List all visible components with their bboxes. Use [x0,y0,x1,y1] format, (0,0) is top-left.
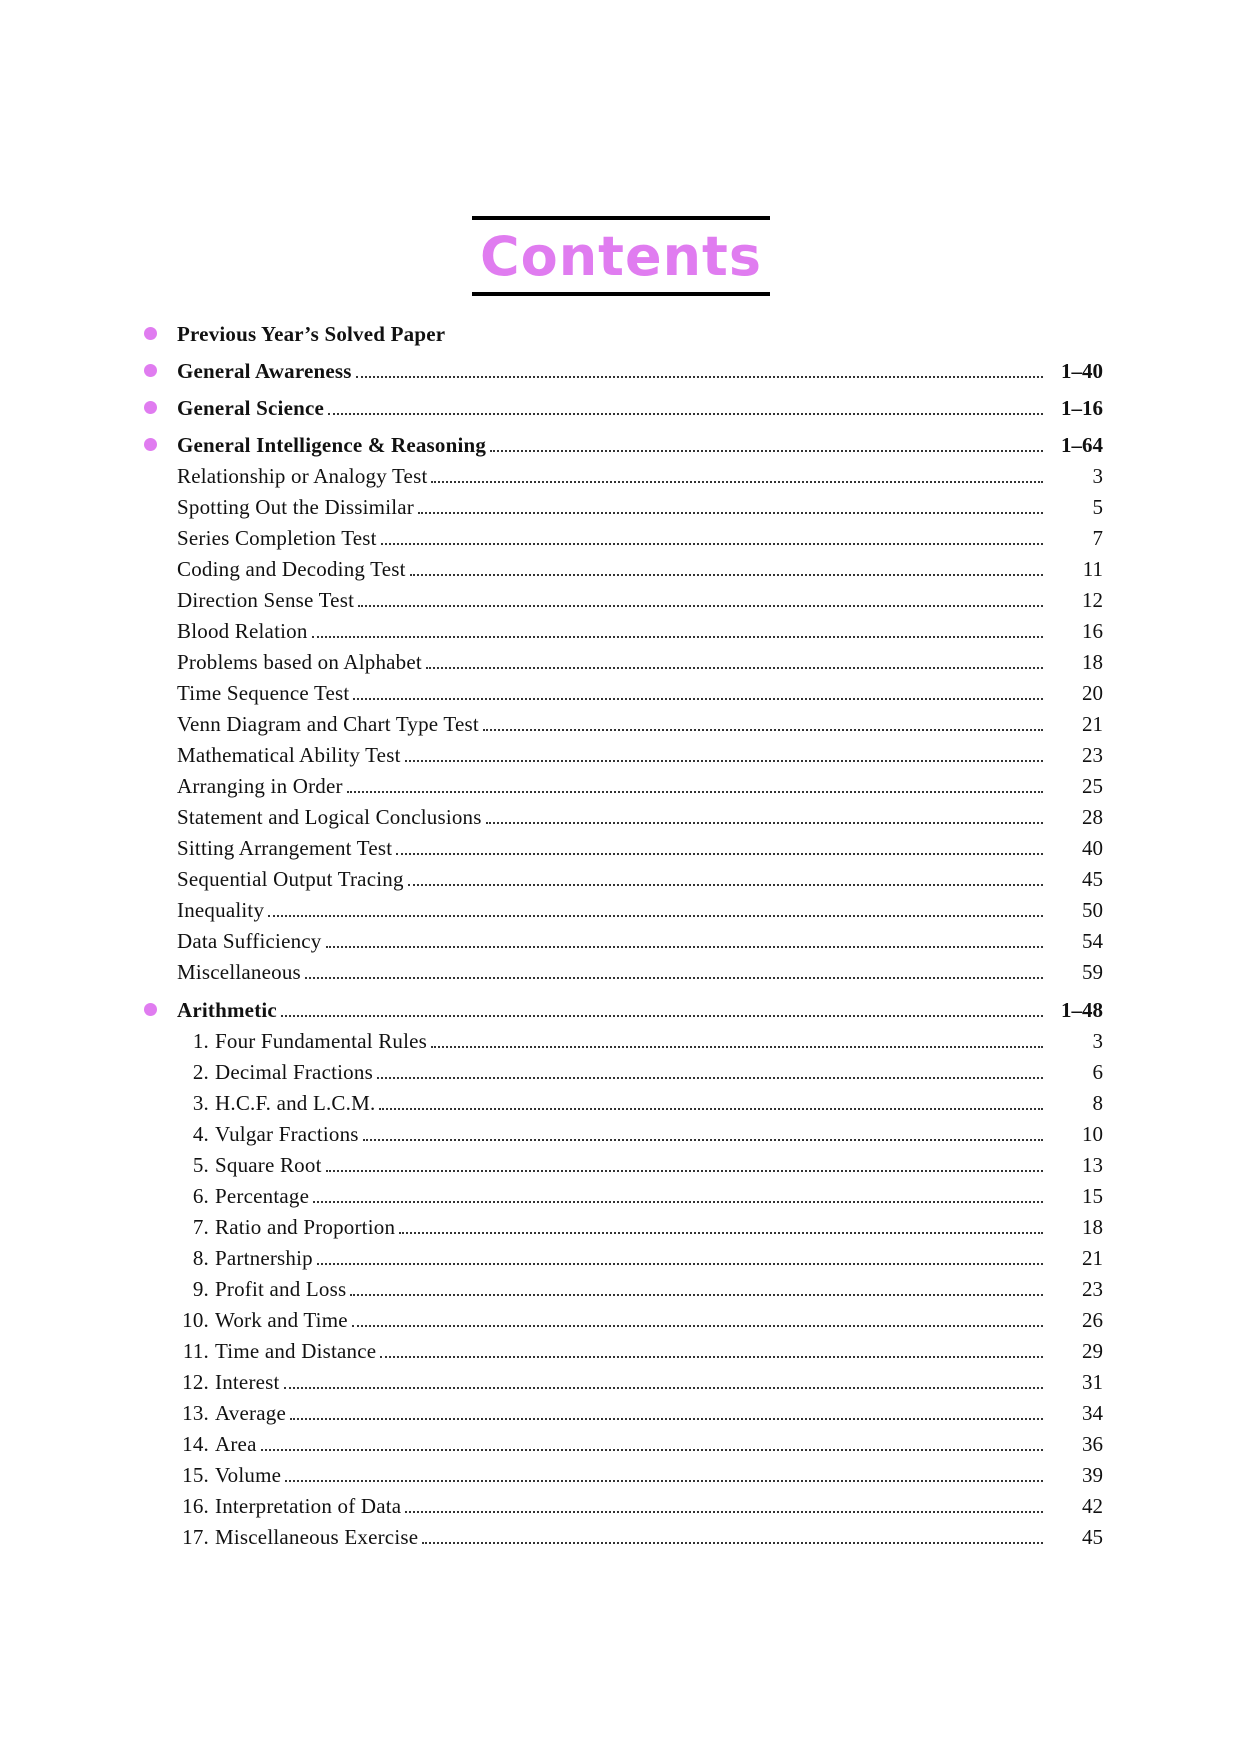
entry-number: 10. [182,1308,209,1332]
dot-leader [353,698,1043,700]
entry-label: Percentage [215,1184,310,1208]
toc-label-line [177,1118,1043,1148]
toc-label-line [177,1335,1043,1365]
page-number: 59 [1082,960,1103,984]
entry-title: Statement and Logical Conclusions [177,805,482,829]
toc-entry-row [0,1304,1240,1334]
page-number: 3 [1092,1029,1103,1053]
entry-title [177,1399,290,1427]
toc-entry-row [0,832,1240,862]
toc-entry-row [0,739,1240,769]
toc-label-line [177,646,1043,676]
entry-number: 1. [192,1029,209,1053]
entry-number: 3. [192,1091,209,1115]
page-number: 54 [1082,929,1103,953]
entry-number: 14. [182,1432,209,1456]
toc-entry-row [0,956,1240,986]
page-number: 1–64 [1061,433,1103,457]
entry-label: Four Fundamental Rules [215,1029,428,1053]
entry-title [177,1337,380,1365]
dot-leader [396,853,1043,855]
entry-label: Partnership [215,1246,313,1270]
section-title: General Science [177,396,325,420]
page-number: 18 [1082,650,1103,674]
dot-leader [350,1294,1043,1296]
toc-label-line [177,1211,1043,1241]
entry-number: 11. [182,1339,209,1363]
entry-title [177,1306,352,1334]
entry-label: H.C.F. and L.C.M. [215,1091,376,1115]
toc-label-line [177,1242,1043,1272]
entry-title: Direction Sense Test [177,588,355,612]
dot-leader [483,729,1043,731]
entry-title [177,1182,313,1210]
dot-leader [317,1263,1043,1265]
toc-entry-row [0,460,1240,490]
toc-label-line [177,522,1043,552]
entry-title [177,1461,285,1489]
toc-label-line [177,1273,1043,1303]
dot-leader [290,1418,1043,1420]
bullet-dot-icon [144,401,157,414]
toc-entry-row [0,646,1240,676]
toc-label-line [177,832,1043,862]
dot-leader [352,1325,1043,1327]
entry-label: Work and Time [215,1308,348,1332]
entry-title: Problems based on Alphabet [177,650,422,674]
entry-label: Vulgar Fractions [215,1122,359,1146]
section-title: General Awareness [177,359,352,383]
entry-number: 13. [182,1401,209,1425]
toc-label-line [177,460,1043,490]
page-number: 40 [1082,836,1103,860]
entry-title [177,1151,326,1179]
entry-title: Data Sufficiency [177,929,322,953]
entry-label: Miscellaneous Exercise [215,1525,419,1549]
entry-number: 8. [192,1246,209,1270]
dot-leader [431,481,1043,483]
entry-label: Area [215,1432,257,1456]
page-number: 45 [1082,867,1103,891]
entry-title [177,1058,377,1086]
entry-title [177,1368,284,1396]
section-title: General Intelligence & Reasoning [177,433,487,457]
toc-entry-row [0,1459,1240,1489]
dot-leader [431,1046,1043,1048]
toc-label-line [177,801,1043,831]
page-number: 10 [1082,1122,1103,1146]
page-number: 6 [1092,1060,1103,1084]
page-number: 1–48 [1061,998,1103,1022]
dot-leader [326,946,1043,948]
dot-leader [380,1356,1043,1358]
dot-leader [426,667,1043,669]
toc-label-line [177,1087,1043,1117]
entry-title: Time Sequence Test [177,681,350,705]
toc-label-line [177,1304,1043,1334]
toc-label-line [177,584,1043,614]
toc-entry-row [0,1149,1240,1179]
page-number: 1–16 [1061,396,1103,420]
toc-entry-row [0,1211,1240,1241]
toc-section-row [0,429,1240,459]
entry-title: Inequality [177,898,265,922]
page-number: 18 [1082,1215,1103,1239]
page-number: 7 [1092,526,1103,550]
entry-title [177,1089,379,1117]
toc-entry-row [0,491,1240,521]
dot-leader [490,450,1043,452]
toc-section-row [0,355,1240,385]
toc-entry-row [0,615,1240,645]
entry-label: Average [215,1401,286,1425]
page-number: 15 [1082,1184,1103,1208]
page-number: 34 [1082,1401,1103,1425]
toc-entry-row [0,1025,1240,1055]
toc-label-line [177,770,1043,800]
entry-title: Sitting Arrangement Test [177,836,393,860]
entry-number: 5. [192,1153,209,1177]
page-number: 11 [1082,557,1103,581]
entry-title [177,1120,363,1148]
entry-title: Sequential Output Tracing [177,867,404,891]
entry-label: Interest [215,1370,280,1394]
entry-label: Time and Distance [215,1339,377,1363]
entry-number: 4. [192,1122,209,1146]
toc-entry-row [0,863,1240,893]
toc-label-line [177,429,1043,459]
toc-label-line [177,863,1043,893]
toc-entry-row [0,1087,1240,1117]
entry-title: Blood Relation [177,619,308,643]
toc-label-line [177,491,1043,521]
page-number: 21 [1082,712,1103,736]
page-number: 39 [1082,1463,1103,1487]
dot-leader [405,760,1043,762]
toc-label-line [177,553,1043,583]
dot-leader [268,915,1043,917]
entry-number: 2. [192,1060,209,1084]
page-number: 45 [1082,1525,1103,1549]
toc-label-line [177,1490,1043,1520]
page-number: 42 [1082,1494,1103,1518]
dot-leader [399,1232,1043,1234]
entry-title [177,1027,431,1055]
entry-title: Miscellaneous [177,960,301,984]
page-number: 21 [1082,1246,1103,1270]
page-number: 28 [1082,805,1103,829]
toc-label-line [177,925,1043,955]
page-number: 8 [1092,1091,1103,1115]
toc-entry-row [0,1428,1240,1458]
toc-entry-row [0,1366,1240,1396]
entry-title [177,1244,317,1272]
toc-entry-row [0,677,1240,707]
dot-leader [285,1480,1043,1482]
toc-section-row [0,994,1240,1024]
entry-title [177,1492,405,1520]
dot-leader [381,543,1043,545]
toc-label-line [177,1428,1043,1458]
toc-label-line [177,1521,1043,1551]
toc-label-line [177,392,1043,422]
entry-label: Square Root [215,1153,322,1177]
dot-leader [418,512,1043,514]
toc-entry-row [0,522,1240,552]
page-number: 36 [1082,1432,1103,1456]
toc-entry-row [0,1490,1240,1520]
entry-title: Spotting Out the Dissimilar [177,495,414,519]
section-title: Previous Year’s Solved Paper [177,322,446,346]
entry-title: Arranging in Order [177,774,343,798]
toc-label-line [177,894,1043,924]
dot-leader [486,822,1043,824]
toc-label-line [177,956,1043,986]
toc-entry-row [0,1242,1240,1272]
page-number: 29 [1082,1339,1103,1363]
toc-label-line [177,355,1043,385]
contents-title-box [472,216,770,296]
entry-title [177,1213,399,1241]
entry-label: Profit and Loss [215,1277,347,1301]
bullet-dot-icon [144,364,157,377]
dot-leader [363,1139,1043,1141]
dot-leader [358,605,1043,607]
toc-label-line [177,318,1043,348]
toc-label-line [177,1149,1043,1179]
page-number: 13 [1082,1153,1103,1177]
dot-leader [284,1387,1043,1389]
entry-title: Mathematical Ability Test [177,743,401,767]
page-number: 1–40 [1061,359,1103,383]
page-number: 31 [1082,1370,1103,1394]
toc-label-line [177,708,1043,738]
entry-number: 12. [182,1370,209,1394]
toc-label-line [177,1397,1043,1427]
dot-leader [405,1511,1043,1513]
page-number: 5 [1092,495,1103,519]
dot-leader [305,977,1043,979]
toc-label-line [177,1366,1043,1396]
toc-label-line [177,739,1043,769]
entry-title [177,1430,261,1458]
entry-number: 16. [182,1494,209,1518]
dot-leader [281,1015,1043,1017]
dot-leader [356,376,1043,378]
dot-leader [328,413,1043,415]
dot-leader [312,636,1043,638]
entry-label: Ratio and Proportion [215,1215,396,1239]
toc-entry-row [0,584,1240,614]
dot-leader [422,1542,1043,1544]
entry-number: 15. [182,1463,209,1487]
page-number: 16 [1082,619,1103,643]
dot-leader [377,1077,1043,1079]
toc-label-line [177,1459,1043,1489]
dot-leader [410,574,1043,576]
entry-label: Volume [215,1463,282,1487]
toc-entry-row [0,1521,1240,1551]
page-number: 23 [1082,743,1103,767]
page-number: 3 [1092,464,1103,488]
toc-entry-row [0,1056,1240,1086]
toc-entry-row [0,1180,1240,1210]
entry-title: Coding and Decoding Test [177,557,406,581]
toc-entry-row [0,1335,1240,1365]
dot-leader [408,884,1043,886]
bullet-dot-icon [144,438,157,451]
entry-number: 6. [192,1184,209,1208]
entry-number: 7. [192,1215,209,1239]
dot-leader [347,791,1043,793]
toc-section-row [0,392,1240,422]
toc-entry-row [0,770,1240,800]
toc-label-line [177,1056,1043,1086]
page-number: 50 [1082,898,1103,922]
toc-entry-row [0,1273,1240,1303]
toc-label-line [177,1025,1043,1055]
dot-leader [379,1108,1043,1110]
page-number: 20 [1082,681,1103,705]
toc-label-line [177,994,1043,1024]
entry-title [177,1275,350,1303]
toc-entry-row [0,801,1240,831]
bullet-dot-icon [144,327,157,340]
entry-title: Venn Diagram and Chart Type Test [177,712,479,736]
entry-title: Series Completion Test [177,526,377,550]
page-number: 25 [1082,774,1103,798]
dot-leader [261,1449,1043,1451]
toc-entry-row [0,1118,1240,1148]
entry-label: Decimal Fractions [215,1060,373,1084]
toc-label-line [177,677,1043,707]
entry-title [177,1523,422,1551]
toc-entry-row [0,894,1240,924]
page-number: 26 [1082,1308,1103,1332]
entry-label: Interpretation of Data [215,1494,402,1518]
toc-entry-row [0,708,1240,738]
page-number: 12 [1082,588,1103,612]
toc-entry-row [0,553,1240,583]
entry-number: 9. [192,1277,209,1301]
page-number: 23 [1082,1277,1103,1301]
entry-number: 17. [182,1525,209,1549]
dot-leader [313,1201,1043,1203]
toc-label-line [177,615,1043,645]
toc-label-line [177,1180,1043,1210]
bullet-dot-icon [144,1003,157,1016]
toc-entry-row [0,1397,1240,1427]
entry-title: Relationship or Analogy Test [177,464,428,488]
toc-entry-row [0,925,1240,955]
section-title: Arithmetic [177,998,277,1022]
dot-leader [326,1170,1043,1172]
page-title: Contents [479,225,762,288]
toc-section-row [0,318,1240,348]
